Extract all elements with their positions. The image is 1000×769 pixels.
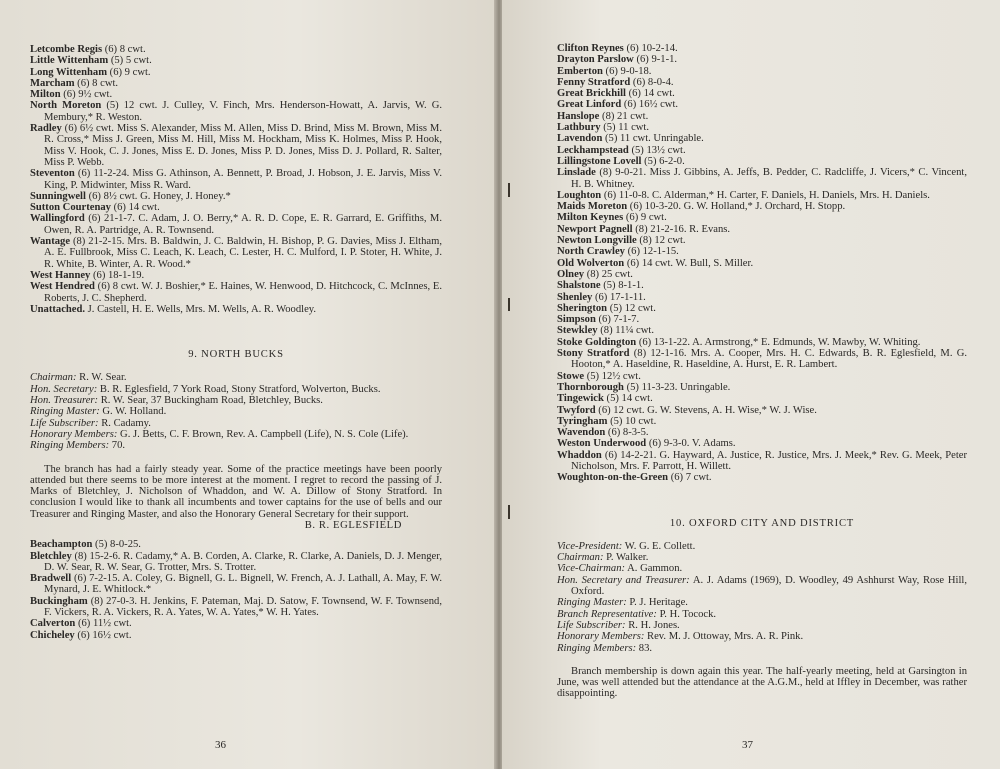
officer-line: [557, 552, 967, 564]
tower-details: (6) 9½ cwt.: [60, 89, 113, 101]
tower-entry: [557, 110, 967, 122]
tower-details: (6) 21-1-7. C. Adam, J. O. Berry,* A. R. D. Cope, E. R. Garrard, E. Griffiths, M. Owen, R. A. Partridge, A. R. Townsend.: [44, 213, 442, 236]
officer-name: P. J. Heritage.: [626, 597, 688, 609]
tower-name: Drayton Parslow: [557, 54, 634, 66]
officer-name: 83.: [636, 642, 653, 654]
page-number-left: 36: [215, 739, 226, 751]
tower-name: Whaddon: [557, 449, 602, 461]
officer-name: W. G. E. Collett.: [622, 540, 696, 552]
tower-details: (8) 9-0-21. Miss J. Gibbins, A. Jeffs, B. Pedder, C. Radcliffe, J. Vicers,* C. Vincent, H. B. Whitney.: [571, 167, 967, 190]
tower-details: (5) 13½ cwt.: [628, 144, 686, 156]
tower-details: (6) 13-1-22. A. Armstrong,* E. Edmunds, W. Mawby, W. Whiting.: [636, 336, 921, 348]
tower-name: West Hanney: [30, 269, 91, 281]
officer-list: [557, 541, 967, 654]
binding-mark: [508, 183, 510, 197]
tower-entry: [557, 88, 967, 100]
officer-line: [557, 619, 967, 631]
officer-role: Vice-President:: [557, 540, 623, 552]
officer-line: [557, 540, 967, 552]
officer-name: Rev. M. J. Ottoway, Mrs. A. R. Pink.: [644, 631, 804, 643]
tower-details: (6) 12 cwt. G. W. Stevens, A. H. Wise,* W. J. Wise.: [595, 404, 817, 416]
tower-name: Tyringham: [557, 415, 608, 427]
tower-entry: [557, 393, 967, 405]
officer-line: [557, 608, 967, 620]
tower-name: Newton Longville: [557, 235, 637, 247]
officer-role: Ringing Master:: [557, 597, 627, 609]
tower-entry: [557, 257, 967, 269]
officer-name: 70.: [109, 440, 126, 452]
officer-name: G. W. Holland.: [99, 406, 167, 418]
tower-entry: [30, 281, 442, 304]
tower-details: (6) 9-3-0. V. Adams.: [646, 438, 736, 450]
tower-entry: [30, 539, 442, 551]
officer-role: Chairman:: [557, 552, 604, 564]
tower-name: Emberton: [557, 65, 603, 77]
tower-entry: [30, 202, 442, 214]
tower-name: Lillingstone Lovell: [557, 155, 642, 167]
tower-name: Stoke Goldington: [557, 336, 637, 348]
officer-role: Ringing Master:: [30, 406, 100, 418]
tower-name: Little Wittenham: [30, 55, 109, 67]
tower-entry: [30, 213, 442, 236]
tower-name: Milton: [30, 89, 61, 101]
officer-line: [30, 383, 442, 395]
left-page: [0, 0, 496, 769]
tower-details: (6) 14 cwt. W. Bull, S. Miller.: [624, 257, 754, 269]
tower-details: (8) 27-0-3. H. Jenkins, F. Pateman, Maj. D. Satow, F. Townsend, W. F. Townsend, F. Vickers, R. A. Vickers, R. A. Yates, W. A. Yates,* W. H. Yates.: [44, 595, 442, 619]
tower-name: Letcombe Regis: [30, 44, 103, 55]
officer-line: [30, 417, 442, 429]
tower-entry: [557, 336, 967, 348]
tower-details: (6) 10-2-14.: [623, 43, 678, 54]
tower-entry: [557, 54, 967, 66]
tower-details: (5) 12½ cwt.: [584, 370, 641, 382]
tower-details: (5) 12 cwt. J. Culley, V. Finch, Mrs. Henderson-Howatt, A. Jarvis, W. G. Membury,* R. Weston.: [44, 100, 442, 123]
section-heading-north-bucks: 9. NORTH BUCKS: [188, 349, 284, 361]
tower-details: (6) 17-1-11.: [592, 291, 646, 303]
officer-line: [557, 597, 967, 609]
tower-entry: [30, 168, 442, 191]
tower-entry: [30, 55, 442, 67]
officer-name: B. R. Eglesfield, 7 York Road, Stony Stratford, Wolverton, Bucks.: [97, 383, 381, 395]
tower-details: (6) 11-0-8. C. Alderman,* H. Carter, F. Daniels, H. Daniels, Mrs. H. Daniels.: [601, 189, 930, 201]
tower-name: Thornborough: [557, 381, 624, 393]
tower-list: [557, 43, 967, 484]
tower-entry: [30, 595, 442, 619]
tower-entry: [30, 77, 442, 89]
tower-entry: [557, 189, 967, 201]
tower-name: Stowe: [557, 370, 585, 382]
tower-details: (6) 6½ cwt. Miss S. Alexander, Miss M. Allen, Miss D. Brind, Miss M. Brown, Miss M. R. Cross,* Miss J. Green, Miss M. Hill, Miss M. Hockham, Miss K. Holmes, Miss P. Hook, Miss V. Hook, C. J. Jones, Miss E. D. Jones, Miss P. D. Jones, Miss D. J. Pollard, R. Salter, Miss P. Webb.: [44, 123, 442, 168]
officer-role: Branch Representative:: [557, 608, 657, 620]
tower-name: Linslade: [557, 167, 596, 179]
tower-details: (6) 8-0-4.: [630, 76, 674, 88]
tower-name: Simpson: [557, 314, 596, 326]
tower-entry: [30, 236, 442, 270]
officer-line: [557, 631, 967, 643]
officer-name: P. H. Tocock.: [656, 608, 717, 620]
tower-entry: [557, 76, 967, 88]
tower-details: (6) 9 cwt.: [107, 66, 151, 78]
tower-name: Shenley: [557, 291, 593, 303]
tower-name: Wantage: [30, 236, 71, 248]
tower-name: West Hendred: [30, 281, 95, 293]
tower-name: Calverton: [30, 618, 76, 630]
tower-name: Unattached.: [30, 303, 86, 315]
binding-mark: [508, 505, 510, 519]
tower-name: Milton Keynes: [557, 212, 624, 224]
tower-entry: [557, 415, 967, 427]
tower-details: (8) 21-2-15. Mrs. B. Baldwin, J. C. Baldwin, H. Bishop, P. G. Davies, Miss J. Eltham, A. E. Fullbrook, Miss C. Leach, K. Leach, C. Lester, H. C. Mulford, I. P. Stoter, H. White, J. R. White, B. Winter, A. R. Wood.*: [44, 236, 442, 270]
tower-details: (6) 8-3-5.: [605, 427, 649, 439]
tower-details: (6) 14-2-21. G. Hayward, A. Justice, R. Justice, Mrs. J. Meek,* Rev. G. Meek, Peter Nicholson, Mrs. F. Parrott, H. Willett.: [571, 449, 967, 472]
tower-details: (8) 25 cwt.: [584, 268, 633, 280]
tower-name: Long Wittenham: [30, 66, 108, 78]
tower-details: (5) 5 cwt.: [108, 55, 152, 67]
tower-name: Loughton: [557, 189, 602, 201]
tower-details: (6) 8 cwt.: [74, 77, 119, 89]
officer-name: R. H. Jones.: [625, 619, 680, 631]
officer-line: [557, 642, 967, 654]
tower-name: North Moreton: [30, 100, 102, 112]
tower-details: (5) 11 cwt. Unringable.: [602, 133, 704, 145]
tower-name: Twyford: [557, 404, 596, 416]
tower-name: Fenny Stratford: [557, 76, 631, 88]
tower-name: Weston Underwood: [557, 438, 647, 450]
tower-details: (5) 11 cwt.: [600, 122, 650, 134]
tower-details: (6) 7-1-7.: [595, 314, 640, 326]
tower-details: (8) 21 cwt.: [599, 110, 649, 122]
officer-line: [30, 372, 442, 384]
tower-entry: [557, 427, 967, 439]
tower-entry: [30, 618, 442, 630]
tower-name: Hanslope: [557, 110, 600, 122]
right-page: [502, 0, 1000, 769]
tower-name: Tingewick: [557, 393, 604, 405]
tower-entry: [30, 303, 442, 315]
tower-details: (6) 11½ cwt.: [75, 618, 132, 630]
branch-report: The branch has had a fairly steady year. Some of the practice meetings have been poorly attended but there seems to be more interest at the moment. I regret to record the passing of J. Marks of Bletchley, J. Nicholson of Whaddon, and W. A. Dillow of Stony Stratford. In conclusion I would like to thank all incumbents and tower captains for the use of bells and our Treasurer and Ringing Master, and also the Honorary General Secretary for their support.: [30, 463, 442, 520]
tower-name: Leckhampstead: [557, 144, 629, 156]
tower-name: Great Brickhill: [557, 88, 626, 100]
tower-name: Newport Pagnell: [557, 223, 633, 235]
tower-details: (8) 12-1-16. Mrs. A. Cooper, Mrs. H. C. Edwards, B. R. Eglesfield, M. G. Hooton,* A. Haseldine, R. Haseldine, A. Hurst, E. R. Lambert.: [571, 348, 967, 371]
tower-entry: [557, 144, 967, 156]
tower-name: Stony Stratford: [557, 348, 630, 360]
officer-role: Honorary Members:: [30, 428, 118, 440]
officer-role: Life Subscriber:: [557, 619, 626, 631]
tower-name: Radley: [30, 123, 62, 135]
tower-name: Sutton Courtenay: [30, 202, 111, 214]
officer-role: Ringing Members:: [557, 642, 637, 654]
tower-name: Maids Moreton: [557, 201, 628, 213]
tower-name: Clifton Reynes: [557, 43, 624, 54]
officer-role: Hon. Secretary and Treasurer:: [557, 574, 690, 586]
tower-details: (6) 7 cwt.: [668, 472, 712, 484]
tower-name: Olney: [557, 268, 585, 280]
tower-entry: [557, 438, 967, 450]
tower-name: Wallingford: [30, 213, 85, 225]
tower-name: Beachampton: [30, 539, 93, 551]
officer-name: R. W. Sear, 37 Buckingham Road, Bletchley, Bucks.: [98, 395, 323, 407]
tower-name: Bradwell: [30, 573, 72, 585]
tower-entry: [557, 133, 967, 145]
officer-role: Vice-Chairman:: [557, 563, 626, 575]
tower-entry: [30, 44, 442, 55]
officer-line: [30, 428, 442, 440]
tower-name: Sherington: [557, 302, 608, 314]
tower-entry: [30, 89, 442, 101]
tower-entry: [557, 122, 967, 134]
officer-name: P. Walker.: [603, 552, 649, 564]
officer-list: [30, 372, 442, 451]
tower-name: Stewkley: [557, 325, 598, 337]
tower-entry: [30, 100, 442, 123]
tower-name: Sunningwell: [30, 190, 86, 202]
tower-entry: [557, 155, 967, 167]
report-signature: B. R. EGLESFIELD: [304, 519, 402, 531]
tower-details: J. Castell, H. E. Wells, Mrs. M. Wells, A. R. Woodley.: [85, 303, 317, 315]
tower-entry: [30, 66, 442, 78]
tower-details: (8) 11¼ cwt.: [597, 325, 654, 337]
tower-entry: [30, 573, 442, 596]
tower-name: Old Wolverton: [557, 257, 625, 269]
tower-details: (8) 21-2-16. R. Evans.: [632, 223, 731, 235]
tower-name: Wavendon: [557, 427, 606, 439]
tower-entry: [557, 223, 967, 235]
tower-name: Steventon: [30, 168, 75, 180]
tower-details: (6) 18-1-19.: [90, 269, 145, 281]
tower-details: (8) 12 cwt.: [636, 235, 686, 247]
tower-entry: [557, 268, 967, 280]
tower-details: (6) 14 cwt.: [625, 88, 675, 100]
tower-entry: [557, 99, 967, 111]
tower-name: Woughton-on-the-Green: [557, 472, 669, 484]
officer-role: Ringing Members:: [30, 440, 110, 452]
tower-name: Great Linford: [557, 99, 622, 111]
officer-line: [30, 395, 442, 407]
officer-line: [30, 440, 442, 452]
officer-line: [557, 563, 967, 575]
tower-name: Shalstone: [557, 280, 601, 292]
tower-entry: [557, 280, 967, 292]
tower-name: Lavendon: [557, 133, 603, 145]
tower-details: (6) 9-1-1.: [633, 54, 678, 66]
tower-entry: [557, 246, 967, 258]
tower-details: (5) 8-0-25.: [92, 539, 141, 551]
tower-list-top: [30, 44, 442, 315]
tower-details: (6) 16½ cwt.: [621, 99, 679, 111]
tower-name: Chicheley: [30, 629, 75, 641]
officer-role: Honorary Members:: [557, 631, 645, 643]
officer-name: R. W. Sear.: [76, 372, 127, 384]
tower-entry: [30, 629, 442, 641]
tower-entry: [557, 212, 967, 224]
tower-entry: [557, 167, 967, 190]
binding-mark: [508, 298, 510, 311]
tower-details: (5) 6-2-0.: [641, 155, 685, 167]
left-column: [30, 44, 442, 641]
officer-name: G. J. Betts, C. F. Brown, Rev. A. Campbell (Life), N. S. Cole (Life).: [117, 428, 409, 440]
tower-entry: [557, 370, 967, 382]
officer-name: R. Cadamy.: [98, 417, 151, 429]
tower-entry: [557, 472, 967, 484]
tower-details: (6) 8½ cwt. G. Honey, J. Honey.*: [85, 190, 231, 202]
tower-name: Bletchley: [30, 550, 72, 562]
tower-entry: [30, 123, 442, 168]
tower-details: (6) 7-2-15. A. Coley, G. Bignell, G. L. Bignell, W. French, A. J. Lathall, A. May, F. W. Mynard, J. E. Whitlock.*: [44, 573, 442, 596]
tower-entry: [557, 65, 967, 77]
tower-details: (5) 10 cwt.: [607, 415, 657, 427]
tower-details: (5) 14 cwt.: [603, 393, 653, 405]
officer-role: Life Subscriber:: [30, 417, 99, 429]
tower-details: (6) 14 cwt.: [110, 202, 160, 214]
tower-details: (6) 8 cwt.: [102, 44, 146, 55]
tower-entry: [557, 449, 967, 473]
tower-entry: [557, 201, 967, 213]
tower-list-bottom: [30, 539, 442, 641]
tower-entry: [557, 381, 967, 393]
tower-details: (6) 10-3-20. G. W. Holland,* J. Orchard, H. Stopp.: [627, 201, 846, 213]
section-heading-oxford-city: 10. OXFORD CITY AND DISTRICT: [669, 517, 855, 529]
tower-details: (6) 12-1-15.: [624, 246, 679, 258]
tower-entry: [557, 43, 967, 54]
tower-details: (5) 12 cwt.: [607, 302, 656, 314]
branch-report: Branch membership is down again this year. The half-yearly meeting, held at Garsington in June, was well attended but the attendance at the A.G.M., held at Iffley in December, was rather disappointing.: [557, 665, 967, 700]
tower-entry: [30, 269, 442, 281]
tower-name: Marcham: [30, 77, 75, 89]
officer-name: A. Gammon.: [625, 563, 683, 575]
tower-details: (5) 11-3-23. Unringable.: [623, 381, 731, 393]
officer-line: [30, 406, 442, 418]
tower-details: (6) 11-2-24. Miss G. Athinson, A. Bennett, P. Broad, J. Hobson, J. E. Jarvis, Miss V. King, P. Midwinter, Miss R. Ward.: [44, 168, 442, 191]
tower-details: (6) 16½ cwt.: [74, 629, 132, 641]
tower-details: (6) 9 cwt.: [623, 212, 667, 224]
officer-name: A. J. Adams (1969), D. Woodley, 49 Ashhurst Way, Rose Hill, Oxford.: [571, 574, 967, 598]
tower-details: (6) 9-0-18.: [602, 65, 652, 77]
tower-name: Lathbury: [557, 122, 601, 134]
tower-details: (6) 8 cwt. W. J. Boshier,* E. Haines, W. Henwood, D. Hitchcock, C. McInnes, E. Roberts, J. C. Shepherd.: [44, 281, 442, 304]
tower-entry: [557, 235, 967, 247]
tower-entry: [30, 550, 442, 574]
right-column: [557, 43, 967, 700]
tower-details: (5) 8-1-1.: [600, 280, 644, 292]
tower-name: North Crawley: [557, 246, 625, 258]
tower-entry: [557, 325, 967, 337]
tower-entry: [557, 404, 967, 416]
officer-role: Hon. Treasurer:: [30, 395, 99, 407]
officer-role: Chairman:: [30, 372, 77, 384]
officer-role: Hon. Secretary:: [30, 383, 98, 395]
tower-details: (8) 15-2-6. R. Cadamy,* A. B. Corden, A. Clarke, R. Clarke, A. Daniels, D. J. Menger, D. W. Sear, R. W. Sear, G. Trotter, Mrs. S. Trotter.: [44, 550, 442, 573]
tower-name: Buckingham: [30, 595, 88, 607]
tower-entry: [557, 314, 967, 326]
officer-line: [557, 574, 967, 598]
tower-entry: [557, 291, 967, 303]
page-number-right: 37: [742, 739, 753, 751]
tower-entry: [30, 190, 442, 202]
tower-entry: [557, 348, 967, 371]
tower-entry: [557, 302, 967, 314]
